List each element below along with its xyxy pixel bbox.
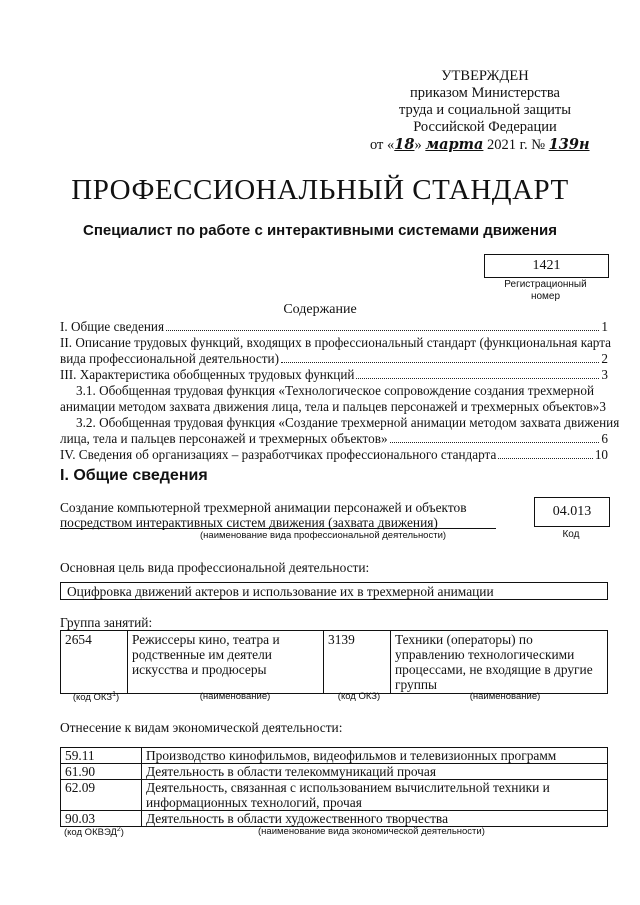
toc-item-text: IV. Сведения об организациях – разработчиках профессионального стандарта xyxy=(60,447,497,462)
toc-item-page: 3 xyxy=(599,399,606,414)
table-row xyxy=(61,631,608,694)
occ-code-caption: (код ОКЗ) xyxy=(337,691,381,702)
registration-number-box: 1421 xyxy=(484,254,609,278)
approval-date-line xyxy=(360,136,610,154)
registration-label-line2: номер xyxy=(530,291,561,302)
activity-code-label: Код xyxy=(562,529,580,540)
toc-item-text: III. Характеристика обобщенных трудовых функций xyxy=(60,367,355,382)
toc-item-text-line2: лица, тела и пальцев персонажей и трехмерных объектов» xyxy=(60,431,388,446)
activity-name-line2: посредством интерактивных систем движения (захвата движения) xyxy=(60,515,438,530)
approval-line1: приказом Министерства xyxy=(410,85,560,101)
econ-code-cell: 61.90 xyxy=(61,764,142,780)
footnote-ref: 1 xyxy=(112,691,116,698)
toc-item[interactable] xyxy=(60,319,608,335)
toc-item-text-line1: 3.2. Обобщенная трудовая функция «Создание трехмерной анимации методом захвата движения xyxy=(76,415,620,430)
toc-leader xyxy=(390,442,600,443)
registration-label-line1: Регистрационный xyxy=(504,279,587,290)
toc-item-page: 1 xyxy=(601,319,608,334)
table-of-contents xyxy=(60,319,620,463)
occ-code-caption-end: ) xyxy=(115,692,120,704)
toc-title: Содержание xyxy=(283,302,357,317)
econ-name-cell: Производство кинофильмов, видеофильмов и телевизионных программ xyxy=(142,748,608,764)
date-mid: » xyxy=(414,137,422,153)
table-row xyxy=(61,748,608,764)
econ-code-cell: 62.09 xyxy=(61,780,142,811)
econ-code-caption xyxy=(64,826,124,838)
table-row xyxy=(61,780,608,811)
approval-line3: Российской Федерации xyxy=(413,119,557,135)
occupation-group-label: Группа занятий: xyxy=(60,615,153,630)
toc-item-page: 3 xyxy=(601,367,608,382)
econ-code-cell: 59.11 xyxy=(61,748,142,764)
toc-item-text: I. Общие сведения xyxy=(60,319,165,334)
toc-leader xyxy=(356,378,599,379)
toc-item-text-line2: анимации методом захвата движения лица, тела и пальцев персонажей и трехмерных объектов» xyxy=(60,399,600,414)
activity-name-line1: Создание компьютерной трехмерной анимации персонажей и объектов xyxy=(60,500,467,515)
occupation-table xyxy=(60,630,608,694)
table-row xyxy=(61,764,608,780)
occ-name-cell: Техники (операторы) по управлению технологическими процессами, не входящие в другие группы xyxy=(391,631,608,694)
handwritten-month: марта xyxy=(425,136,484,153)
approval-block xyxy=(360,68,610,154)
activity-code-box: 04.013 xyxy=(534,497,610,527)
toc-item-page: 6 xyxy=(601,431,608,446)
standard-subtitle: Специалист по работе с интерактивными системами движения xyxy=(83,222,557,239)
econ-code-caption-text: (код ОКВЭД xyxy=(64,827,117,839)
activity-name xyxy=(60,500,500,530)
approval-line2: труда и социальной защиты xyxy=(399,102,571,118)
goal-label: Основная цель вида профессиональной деятельности: xyxy=(60,560,370,575)
approval-status: УТВЕРЖДЕН xyxy=(441,68,529,84)
toc-item-page: 10 xyxy=(594,447,608,462)
goal-box: Оцифровка движений актеров и использование их в трехмерной анимации xyxy=(60,582,608,600)
document-title: ПРОФЕССИОНАЛЬНЫЙ СТАНДАРТ xyxy=(71,174,569,206)
toc-leader xyxy=(281,362,599,363)
econ-name-cell: Деятельность в области художественного творчества xyxy=(142,811,608,827)
toc-item-page: 2 xyxy=(601,351,608,366)
toc-item[interactable] xyxy=(60,383,608,415)
date-prefix: от « xyxy=(370,137,395,153)
handwritten-order-number: 139н xyxy=(548,136,590,153)
handwritten-day: 18 xyxy=(394,136,415,153)
toc-item[interactable] xyxy=(60,335,611,367)
section-heading: I. Общие сведения xyxy=(60,467,208,484)
econ-activity-label: Отнесение к видам экономической деятельности: xyxy=(60,720,343,735)
occ-name-caption: (наименование) xyxy=(469,691,541,702)
table-row xyxy=(61,811,608,827)
toc-item[interactable] xyxy=(60,367,608,383)
occ-code-caption-text: (код ОКЗ xyxy=(72,692,113,704)
occ-name-caption: (наименование) xyxy=(199,691,271,702)
econ-code-cell: 90.03 xyxy=(61,811,142,827)
occ-code-cell: 3139 xyxy=(324,631,391,694)
toc-item-text-line1: 3.1. Обобщенная трудовая функция «Технологическое сопровождение создания трехмерной xyxy=(76,383,595,398)
toc-item-text-line1: II. Описание трудовых функций, входящих в профессиональный стандарт (функциональная карта xyxy=(60,335,611,350)
activity-caption: (наименование вида профессиональной деятельности) xyxy=(200,530,447,541)
econ-activity-table xyxy=(60,747,608,827)
econ-name-caption: (наименование вида экономической деятельности) xyxy=(258,826,485,837)
toc-leader xyxy=(166,330,599,331)
registration-label xyxy=(484,279,607,303)
econ-name-cell: Деятельность в области телекоммуникаций прочая xyxy=(142,764,608,780)
date-year: 2021 г. № xyxy=(487,137,546,153)
toc-item-text-line2: вида профессиональной деятельности) xyxy=(60,351,279,366)
occ-name-cell: Режиссеры кино, театра и родственные им деятели искусства и продюсеры xyxy=(128,631,324,694)
occ-code-caption xyxy=(66,691,126,703)
econ-code-caption-end: ) xyxy=(120,827,124,839)
activity-underline xyxy=(60,528,496,529)
toc-item[interactable] xyxy=(60,447,608,463)
footnote-ref: 2 xyxy=(116,826,121,833)
econ-name-cell: Деятельность, связанная с использованием вычислительной техники и информационных технологий, прочая xyxy=(142,780,608,811)
occ-code-cell: 2654 xyxy=(61,631,128,694)
toc-item[interactable] xyxy=(60,415,620,447)
toc-leader xyxy=(498,458,592,459)
